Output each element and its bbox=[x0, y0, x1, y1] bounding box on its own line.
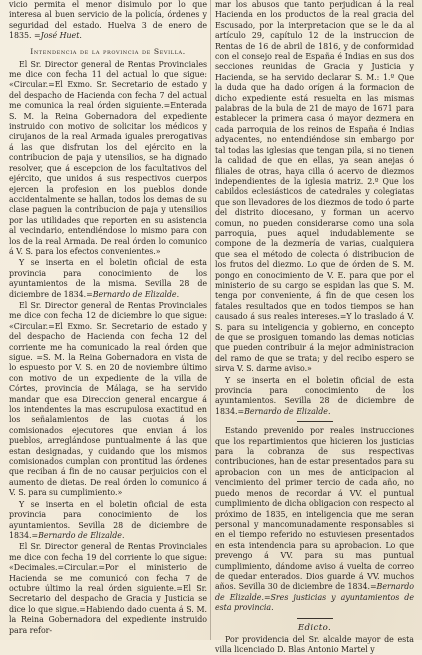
paragraph-text: Estando prevenido por reales instrucciones que los repartimientos que hicieren los justicias para la cobranza de sus respectivas contribuciones, han de estar presentados para su aprobacion con un mes de anticipacion al vencimiento del primer tercio de cada año, no puedo menos de recordar á VV. el puntual cumplimiento de dicha obligacion con respecto al próximo de 1835, en inteligencia que me seran personal y mancomunadamente responsables si en el tiempo referido no estuviesen presentados en esta intendencia para su aprobacion. Lo que prevengo á VV. para su mas puntual cumplimiento, dándome aviso á vuelta de correo de quedar enterados. Dios guarde á VV. muchos años. Sevilla 30 de diciembre de 1834.= bbox=[215, 426, 414, 592]
right-column bbox=[215, 0, 414, 654]
signature: Bernardo de Elizalde. bbox=[244, 406, 331, 416]
paragraph-insert-notice-1 bbox=[9, 258, 207, 300]
left-column bbox=[9, 0, 207, 640]
column-divider bbox=[210, 0, 211, 640]
paragraph-repartimientos bbox=[215, 426, 414, 613]
signature: Bernardo de Elizalde.=Sres justicias y ayuntamientos de esta provincia. bbox=[215, 582, 414, 613]
paragraph-insert-notice-2 bbox=[9, 500, 207, 542]
paragraph-edicto: Por providencia del Sr. alcalde mayor de esta villa licenciado D. Blas Antonio Martel y bbox=[215, 634, 414, 654]
paragraph-text: vicio permita el menor disimulo por lo que interesa al buen servicio de la policía, órdenes y seguridad del estado. Huelva 3 de enero de 1835. bbox=[9, 0, 207, 41]
paragraph-text: Y se inserta en el boletin oficial de esta provincia para conocimiento de los ayuntamientos. Sevilla 28 de diciembre de 1834.= bbox=[9, 499, 207, 540]
edicto-heading: Edicto. bbox=[297, 622, 332, 633]
section-heading: Intendencia de la provincia de Sevilla. bbox=[30, 46, 186, 56]
paragraph-circular-decimales: El Sr. Director general de Rentas Provinciales me dice con fecha 19 del corriente lo que sigue: «Decimales.=Circular.=Por el ministerio de Hacienda se me comunicó con fecha 7 de octubre último la real órden siguiente.=El Sr. Secretario del despacho de Gracia y Justicia se dice lo que sigue.=Habiendo dado cuenta á S. M. la Reina Gobernadora del expediente instruido para refor- bbox=[9, 542, 207, 635]
section-divider bbox=[297, 421, 333, 422]
signature: =José Huet. bbox=[34, 31, 82, 41]
paragraph-circular-paja: El Sr. Director general de Rentas Provinciales me dice con fecha 11 del actual lo que sigue: «Circular.=El Exmo. Sr. Secretario de estado y del despacho de Hacienda con fecha 7 del actual me comunica la real órden siguiente.=Enterada S. M. la Reina Gobernadora del expediente instruido con motivo de solicitar los médicos y cirujanos de la real Armada iguales prerogativas á las que disfrutan los del ejército en la contribucion de paja y utensilios, se ha dignado resolver, que á escepcion de los facultativos del ejército, que unidos á sus respectivos cuerpos ejercen la profesion en los pueblos donde accidentalmente se hallan, todos los demas de su clase paguen la contribucion de paja y utensilios por las utilidades que reporten en su asistencia al vecindario, entendiéndose lo mismo para con los de la real Armada. De real órden lo comunico á V. S. para los efectos convenientes.» bbox=[9, 59, 207, 256]
signature: Bernardo de Elizalde. bbox=[38, 530, 125, 540]
paragraph-huelva-notice bbox=[9, 0, 207, 42]
paragraph-circular-comisionados: El Sr. Director general de Rentas Provinciales me dice con fecha 12 de diciembre lo que sigue: «Circular.=El Exmo. Sr. Secretario de estado y del despacho de Hacienda con fecha 12 del corriente me ha comunicado la real órden que sigue. =S. M. la Reina Gobernadora en vista de lo espuesto por V. S. en 20 de noviembre último con motivo de un expediente de la villa de Córtes, provincia de Málaga, se ha servido mandar que esa Direccion general encargue á los intendentes la mas escrupulosa exactitud en los señalamientos de las cuotas á los comisionados ejecutores que envian á los pueblos, arreglándose puntualmente á las que estan designadas, y cuidando que los mismos comisionados cumplan con prontitud las órdenes que reciban á fin de no causar perjuicios con el aumento de dietas. De real órden lo comunico á V. S. para su cumplimiento.» bbox=[9, 300, 207, 498]
section-divider bbox=[297, 618, 333, 619]
paragraph-text: Y se inserta en el boletin oficial de esta provincia para conocimiento de los ayuntamientos de la misma. Sevilla 28 de diciembre de 1834.= bbox=[9, 258, 207, 299]
paragraph-insert-notice-3 bbox=[215, 376, 414, 418]
paragraph-text: Y se inserta en el boletin oficial de esta provincia para conocimiento de los ayuntamientos. Sevilla 28 de diciembre de 1834.= bbox=[215, 375, 414, 416]
paragraph-escusado-continuation: mar los abusos que tanto perjudican á la real Hacienda en los productos de la real gracia del Escusado, por la interpretacion que se le da al artículo 29, capítulo 12 de la instruccion de Rentas de 16 de abril de 1816, y de conformidad con el consejo real de España é Indias en sus dos secciones reunidas de Gracia y Justicia y Hacienda, se ha servido declarar S. M.: 1.º Que la duda que ha dado orígen á la formacion de dicho expediente está resuelta en las mismas palabras de la bula de 21 de mayo de 1671 para establecer la primera casa ó mayor dezmera en cada parroquia de los reinos de España é Indias adyacentes, no entendiéndose sin embargo por tal todas las iglesias que tengan pila, si no tienen la calidad de que en ellas, ya sean anejas ó filiales de otras, haya cilla ó acervo de diezmos independientes de la iglesia matriz. 2.º Que los cabildos eclesiásticos de catedrales y colegiatas que son llevadores de los diezmos de todo ó parte del distrito diocesano, y forman un acervo comun, no pueden considerarse como una sola parroquia, pues aquel indudablemente se compone de la dezmería de varias, cualquiera que sea el método de colecta ó distribucion de los frutos del diezmo. Lo que de órden de S. M. pongo en conocimiento de V. E. para que por el ministerio de su cargo se espidan las que S. M. tenga por conveniente, á fin de que cesen los fatales resultados que en todos tiempos se han causado á sus reales intereses.=Y lo traslado á V. S. para su inteligencia y gobierno, en concepto de que se prosiguen tomando las demas noticias que pueden contribuir á la mejor administracion del ramo de que se trata; y del recibo espero se sirva V. S. darme aviso.» bbox=[215, 0, 414, 374]
signature: Bernardo de Elizalde. bbox=[92, 289, 180, 299]
